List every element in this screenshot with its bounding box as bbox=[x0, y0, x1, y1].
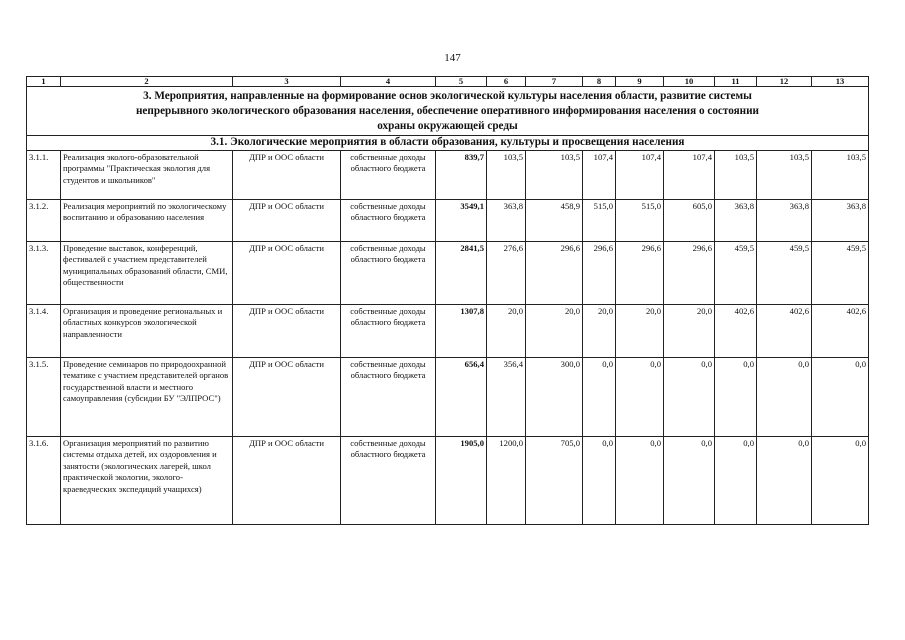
column-header: 9 bbox=[616, 77, 664, 87]
column-header: 12 bbox=[757, 77, 812, 87]
value-cell: 107,4 bbox=[664, 151, 715, 200]
value-cell: 107,4 bbox=[583, 151, 616, 200]
value-cell: 103,5 bbox=[715, 151, 757, 200]
value-cell: 0,0 bbox=[664, 437, 715, 525]
value-cell: 20,0 bbox=[583, 305, 616, 358]
total-value: 3549,1 bbox=[436, 200, 487, 242]
row-number: 3.1.4. bbox=[27, 305, 61, 358]
value-cell: 459,5 bbox=[757, 242, 812, 305]
value-cell: 103,5 bbox=[757, 151, 812, 200]
value-cell: 459,5 bbox=[715, 242, 757, 305]
total-value: 1905,0 bbox=[436, 437, 487, 525]
column-header: 8 bbox=[583, 77, 616, 87]
value-cell: 20,0 bbox=[526, 305, 583, 358]
value-cell: 103,5 bbox=[812, 151, 869, 200]
value-cell: 458,9 bbox=[526, 200, 583, 242]
total-value: 839,7 bbox=[436, 151, 487, 200]
value-cell: 515,0 bbox=[616, 200, 664, 242]
column-number-row bbox=[27, 77, 869, 87]
row-number: 3.1.5. bbox=[27, 358, 61, 437]
column-header: 1 bbox=[27, 77, 61, 87]
value-cell: 363,8 bbox=[812, 200, 869, 242]
value-cell: 296,6 bbox=[616, 242, 664, 305]
value-cell: 402,6 bbox=[812, 305, 869, 358]
value-cell: 20,0 bbox=[664, 305, 715, 358]
table-row bbox=[27, 305, 869, 358]
value-cell: 0,0 bbox=[583, 358, 616, 437]
value-cell: 296,6 bbox=[583, 242, 616, 305]
total-value: 2841,5 bbox=[436, 242, 487, 305]
value-cell: 0,0 bbox=[583, 437, 616, 525]
funding-source: собственные доходы областного бюджета bbox=[341, 242, 436, 305]
value-cell: 107,4 bbox=[616, 151, 664, 200]
funding-source: собственные доходы областного бюджета bbox=[341, 437, 436, 525]
executor: ДПР и ООС области bbox=[233, 200, 341, 242]
value-cell: 0,0 bbox=[616, 437, 664, 525]
value-cell: 0,0 bbox=[812, 358, 869, 437]
value-cell: 0,0 bbox=[757, 437, 812, 525]
column-header: 13 bbox=[812, 77, 869, 87]
section-title: 3. Мероприятия, направленные на формирование основ экологической культуры населения области, развитие системы непрерывного экологического образования населения, обеспечение оперативного информирования населения о состоянии охраны окружающей среды bbox=[27, 87, 869, 136]
column-header: 7 bbox=[526, 77, 583, 87]
column-header: 6 bbox=[487, 77, 526, 87]
value-cell: 605,0 bbox=[664, 200, 715, 242]
table-row bbox=[27, 200, 869, 242]
table-row bbox=[27, 437, 869, 525]
activity-name: Проведение семинаров по природоохранной тематике с участием представителей органов государственной власти и местного самоуправления (субсидии БУ "ЭЛПРОС") bbox=[61, 358, 233, 437]
value-cell: 103,5 bbox=[487, 151, 526, 200]
value-cell: 0,0 bbox=[757, 358, 812, 437]
executor: ДПР и ООС области bbox=[233, 242, 341, 305]
table-row bbox=[27, 242, 869, 305]
funding-source: собственные доходы областного бюджета bbox=[341, 151, 436, 200]
value-cell: 20,0 bbox=[616, 305, 664, 358]
value-cell: 0,0 bbox=[715, 437, 757, 525]
column-header: 5 bbox=[436, 77, 487, 87]
column-header: 2 bbox=[61, 77, 233, 87]
value-cell: 363,8 bbox=[757, 200, 812, 242]
value-cell: 1200,0 bbox=[487, 437, 526, 525]
activity-name: Реализация эколого-образовательной программы "Практическая экология для студентов и школьников" bbox=[61, 151, 233, 200]
page-number: 147 bbox=[444, 52, 461, 64]
executor: ДПР и ООС области bbox=[233, 437, 341, 525]
column-header: 11 bbox=[715, 77, 757, 87]
subsection-title: 3.1. Экологические мероприятия в области образования, культуры и просвещения населения bbox=[27, 136, 869, 151]
funding-source: собственные доходы областного бюджета bbox=[341, 200, 436, 242]
value-cell: 0,0 bbox=[616, 358, 664, 437]
activity-name: Организация мероприятий по развитию системы отдыха детей, их оздоровления и занятости (экологических лагерей, школ практической экологии, эколого-краеведческих экспедиций учащихся) bbox=[61, 437, 233, 525]
value-cell: 103,5 bbox=[526, 151, 583, 200]
value-cell: 0,0 bbox=[812, 437, 869, 525]
total-value: 656,4 bbox=[436, 358, 487, 437]
value-cell: 402,6 bbox=[715, 305, 757, 358]
table-row bbox=[27, 151, 869, 200]
value-cell: 459,5 bbox=[812, 242, 869, 305]
value-cell: 356,4 bbox=[487, 358, 526, 437]
value-cell: 705,0 bbox=[526, 437, 583, 525]
total-value: 1307,8 bbox=[436, 305, 487, 358]
value-cell: 276,6 bbox=[487, 242, 526, 305]
row-number: 3.1.3. bbox=[27, 242, 61, 305]
value-cell: 363,8 bbox=[715, 200, 757, 242]
value-cell: 296,6 bbox=[664, 242, 715, 305]
activity-name: Проведение выставок, конференций, фестивалей с участием представителей муниципальных образований области, СМИ, общественности bbox=[61, 242, 233, 305]
row-number: 3.1.2. bbox=[27, 200, 61, 242]
value-cell: 0,0 bbox=[715, 358, 757, 437]
value-cell: 300,0 bbox=[526, 358, 583, 437]
value-cell: 402,6 bbox=[757, 305, 812, 358]
table-row bbox=[27, 358, 869, 437]
value-cell: 515,0 bbox=[583, 200, 616, 242]
column-header: 3 bbox=[233, 77, 341, 87]
executor: ДПР и ООС области bbox=[233, 305, 341, 358]
section-title-row bbox=[27, 87, 869, 136]
program-table bbox=[26, 76, 869, 525]
activity-name: Организация и проведение региональных и областных конкурсов экологической направленности bbox=[61, 305, 233, 358]
column-header: 10 bbox=[664, 77, 715, 87]
value-cell: 363,8 bbox=[487, 200, 526, 242]
value-cell: 20,0 bbox=[487, 305, 526, 358]
executor: ДПР и ООС области bbox=[233, 151, 341, 200]
funding-source: собственные доходы областного бюджета bbox=[341, 358, 436, 437]
row-number: 3.1.6. bbox=[27, 437, 61, 525]
column-header: 4 bbox=[341, 77, 436, 87]
funding-source: собственные доходы областного бюджета bbox=[341, 305, 436, 358]
value-cell: 0,0 bbox=[664, 358, 715, 437]
activity-name: Реализация мероприятий по экологическому воспитанию и образованию населения bbox=[61, 200, 233, 242]
value-cell: 296,6 bbox=[526, 242, 583, 305]
executor: ДПР и ООС области bbox=[233, 358, 341, 437]
subsection-title-row bbox=[27, 136, 869, 151]
row-number: 3.1.1. bbox=[27, 151, 61, 200]
